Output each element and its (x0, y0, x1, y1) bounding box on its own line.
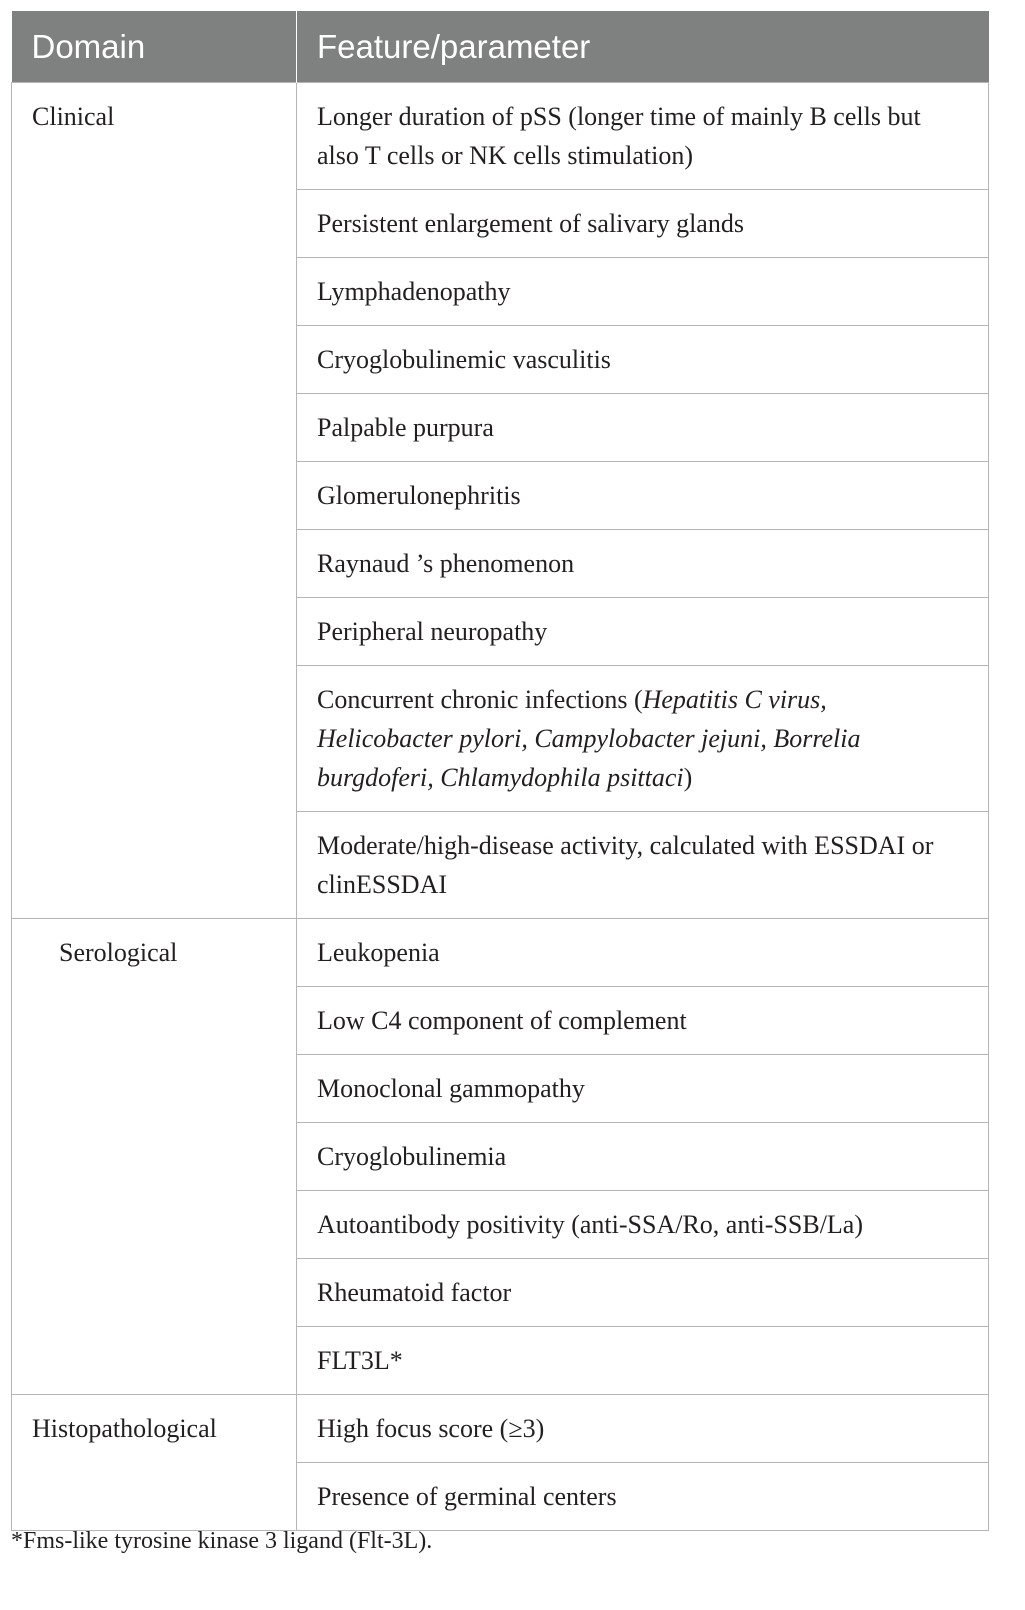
domain-serological: Serological (12, 919, 297, 1395)
feature-cell: Cryoglobulinemia (297, 1123, 989, 1191)
table (11, 11, 989, 1531)
infections-close: ) (683, 763, 693, 792)
feature-cell: Cryoglobulinemic vasculitis (297, 326, 989, 394)
infections-prefix: Concurrent chronic infections ( (317, 685, 643, 714)
feature-cell: Rheumatoid factor (297, 1259, 989, 1327)
table-header (12, 11, 989, 83)
feature-cell: Monoclonal gammopathy (297, 1055, 989, 1123)
feature-cell: Moderate/high-disease activity, calculated with ESSDAI or clinESSDAI (297, 812, 989, 919)
feature-cell: FLT3L* (297, 1327, 989, 1395)
table-body (12, 83, 989, 1531)
feature-cell: Persistent enlargement of salivary glands (297, 190, 989, 258)
table-row (12, 83, 989, 190)
domain-histopathological: Histopathological (12, 1395, 297, 1531)
risk-factors-table (11, 11, 988, 1531)
feature-cell: Peripheral neuropathy (297, 598, 989, 666)
domain-clinical: Clinical (12, 83, 297, 919)
feature-cell: High focus score (≥3) (297, 1395, 989, 1463)
header-feature: Feature/parameter (297, 11, 989, 83)
feature-cell: Palpable purpura (297, 394, 989, 462)
feature-cell: Longer duration of pSS (longer time of mainly B cells but also T cells or NK cells stimulation) (297, 83, 989, 190)
table-row (12, 919, 989, 987)
table-footnote: *Fms-like tyrosine kinase 3 ligand (Flt-3L). (11, 1528, 433, 1554)
feature-cell: Leukopenia (297, 919, 989, 987)
table-row (12, 1395, 989, 1463)
header-domain: Domain (12, 11, 297, 83)
feature-cell: Glomerulonephritis (297, 462, 989, 530)
feature-cell: Autoantibody positivity (anti-SSA/Ro, anti-SSB/La) (297, 1191, 989, 1259)
infections-pathogens: Hepatitis C virus, Helicobacter pylori, Campylobacter jejuni, Borrelia burgdoferi, Chlamydophila psittaci (317, 685, 861, 792)
feature-cell: Low C4 component of complement (297, 987, 989, 1055)
feature-cell: Raynaud ’s phenomenon (297, 530, 989, 598)
feature-cell: Lymphadenopathy (297, 258, 989, 326)
header-row (12, 11, 989, 83)
feature-cell-infections (297, 666, 989, 812)
feature-cell: Presence of germinal centers (297, 1463, 989, 1531)
